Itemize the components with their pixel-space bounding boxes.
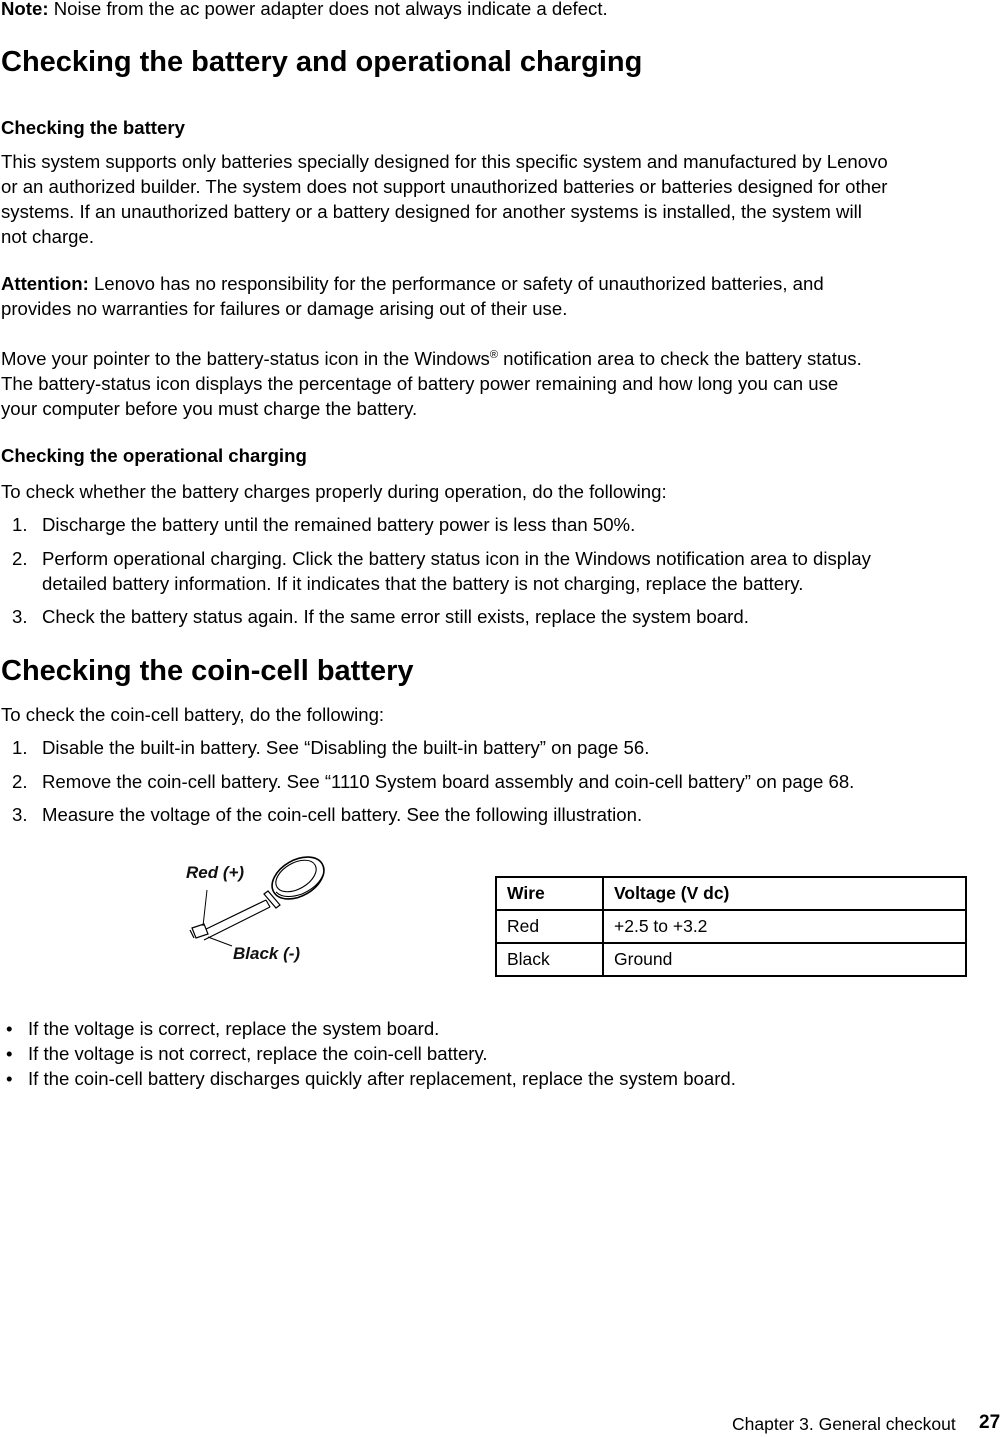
list-text: Discharge the battery until the remained battery power is less than 50%. bbox=[42, 514, 636, 535]
black-wire-label: Black (-) bbox=[233, 944, 301, 963]
list-text: Perform operational charging. Click the battery status icon in the Windows notification area to display bbox=[42, 548, 871, 569]
table-cell: +2.5 to +3.2 bbox=[603, 910, 966, 943]
paragraph-line: This system supports only batteries specially designed for this specific system and manufactured by Lenovo bbox=[1, 151, 888, 172]
coin-cell-intro: To check the coin-cell battery, do the following: bbox=[1, 704, 385, 725]
paragraph-line: systems. If an unauthorized battery or a battery designed for another systems is installed, the system will bbox=[1, 201, 862, 222]
footer-chapter: Chapter 3. General checkout bbox=[732, 1414, 956, 1434]
list-number: 2. bbox=[12, 771, 28, 792]
battery-status-paragraph bbox=[1, 346, 1003, 421]
table-cell: Black bbox=[496, 943, 603, 976]
note-text: Noise from the ac power adapter does not always indicate a defect. bbox=[53, 0, 608, 19]
paragraph-line: or an authorized builder. The system does not support unauthorized batteries or batteries designed for other bbox=[1, 176, 888, 197]
attention-paragraph bbox=[1, 271, 1003, 321]
note-paragraph bbox=[1, 0, 1003, 21]
list-item bbox=[12, 512, 635, 537]
subsection-title-operational-charging: Checking the operational charging bbox=[1, 445, 307, 466]
bullet-item bbox=[6, 1016, 439, 1041]
list-number: 3. bbox=[12, 804, 28, 825]
paragraph-line: your computer before you must charge the battery. bbox=[1, 398, 418, 419]
registered-mark: ® bbox=[489, 348, 498, 361]
bullet-marker: • bbox=[6, 1043, 13, 1064]
list-number: 1. bbox=[12, 737, 28, 758]
list-text: Remove the coin-cell battery. See “1110 System board assembly and coin-cell battery” on page 68. bbox=[42, 771, 855, 792]
voltage-table bbox=[495, 876, 967, 977]
bullet-text: If the voltage is correct, replace the system board. bbox=[28, 1018, 440, 1039]
attention-text: provides no warranties for failures or damage arising out of their use. bbox=[1, 298, 568, 319]
paragraph-text: notification area to check the battery status. bbox=[497, 348, 862, 369]
table-row bbox=[496, 943, 966, 976]
bullet-item bbox=[6, 1066, 736, 1091]
section-title-coin-cell: Checking the coin-cell battery bbox=[1, 655, 414, 687]
bullet-item bbox=[6, 1041, 488, 1066]
list-number: 2. bbox=[12, 548, 28, 569]
subsection-title-checking-battery: Checking the battery bbox=[1, 117, 185, 138]
page-number: 27 bbox=[979, 1412, 1001, 1433]
bullet-text: If the coin-cell battery discharges quickly after replacement, replace the system board. bbox=[28, 1068, 736, 1089]
list-text: Disable the built-in battery. See “Disabling the built-in battery” on page 56. bbox=[42, 737, 650, 758]
red-wire-label: Red (+) bbox=[186, 863, 245, 882]
column-header-voltage: Voltage (V dc) bbox=[603, 877, 966, 910]
list-text: Measure the voltage of the coin-cell battery. See the following illustration. bbox=[42, 804, 643, 825]
list-item bbox=[12, 604, 749, 629]
bullet-marker: • bbox=[6, 1068, 13, 1089]
list-text: Check the battery status again. If the same error still exists, replace the system board. bbox=[42, 606, 749, 627]
section-title-battery-charging: Checking the battery and operational charging bbox=[1, 46, 643, 78]
attention-text: Lenovo has no responsibility for the performance or safety of unauthorized batteries, and bbox=[93, 273, 824, 294]
battery-support-paragraph bbox=[1, 149, 1003, 249]
column-header-wire: Wire bbox=[496, 877, 603, 910]
note-label: Note: bbox=[1, 0, 49, 19]
list-number: 3. bbox=[12, 606, 28, 627]
paragraph-line: The battery-status icon displays the percentage of battery power remaining and how long you can use bbox=[1, 373, 839, 394]
table-cell: Red bbox=[496, 910, 603, 943]
list-item bbox=[12, 546, 871, 596]
operational-intro: To check whether the battery charges properly during operation, do the following: bbox=[1, 481, 667, 502]
list-item bbox=[12, 769, 854, 794]
list-item bbox=[12, 735, 649, 760]
table-cell: Ground bbox=[603, 943, 966, 976]
list-text: detailed battery information. If it indicates that the battery is not charging, replace the battery. bbox=[42, 573, 804, 594]
attention-label: Attention: bbox=[1, 273, 89, 294]
bullet-text: If the voltage is not correct, replace the coin-cell battery. bbox=[28, 1043, 488, 1064]
list-item bbox=[12, 802, 642, 827]
table-header-row bbox=[496, 877, 966, 910]
list-number: 1. bbox=[12, 514, 28, 535]
paragraph-line: not charge. bbox=[1, 226, 95, 247]
bullet-marker: • bbox=[6, 1018, 13, 1039]
paragraph-text: Move your pointer to the battery-status icon in the Windows bbox=[1, 348, 490, 369]
table-row bbox=[496, 910, 966, 943]
